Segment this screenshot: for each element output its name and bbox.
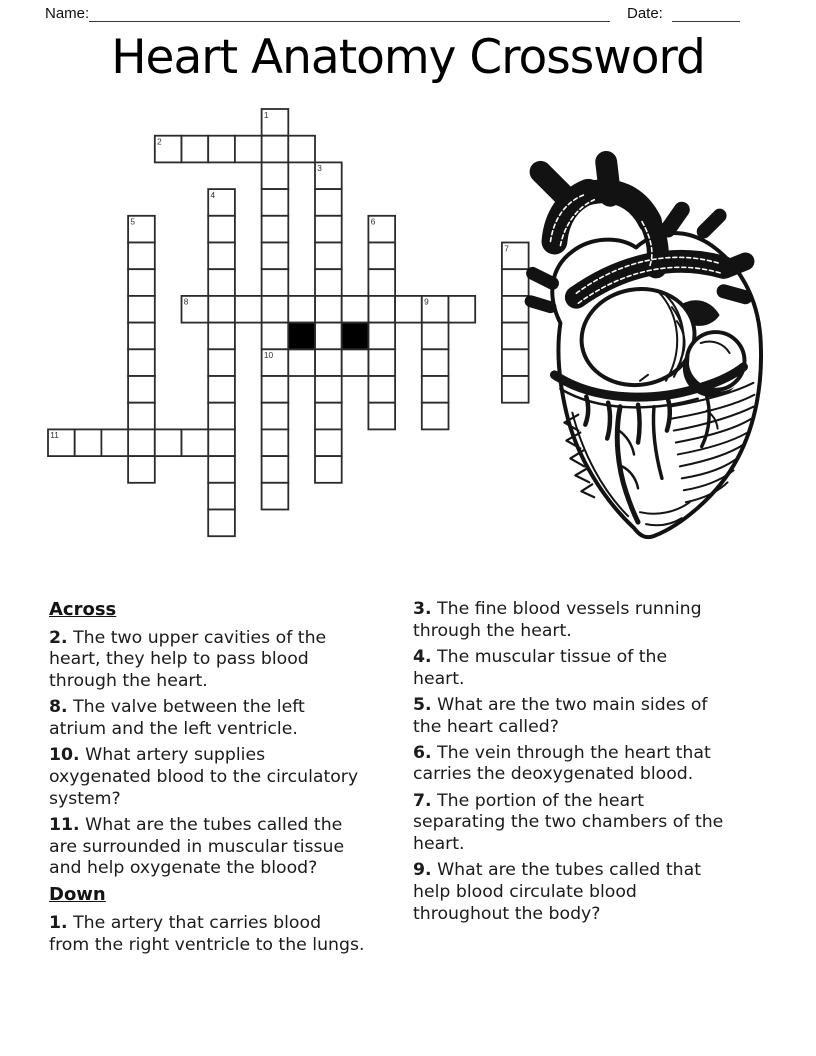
crossword-cell[interactable] <box>208 456 235 483</box>
cell-number-11: 11 <box>50 430 59 441</box>
crossword-cell[interactable] <box>262 216 289 243</box>
crossword-cell[interactable] <box>315 216 342 243</box>
cell-number-6: 6 <box>370 216 376 227</box>
date-label: Date: <box>627 5 663 22</box>
crossword-cell[interactable] <box>315 456 342 483</box>
cell-number-10: 10 <box>263 350 274 361</box>
clue-down-5: 5. What are the two main sides of the heart called? <box>413 694 708 737</box>
crossword-cell[interactable] <box>288 349 315 376</box>
crossword-cell[interactable] <box>342 349 369 376</box>
crossword-cell[interactable] <box>155 429 182 456</box>
crossword-cell[interactable] <box>422 376 449 403</box>
crossword-cell[interactable] <box>262 243 289 270</box>
crossword-cell[interactable] <box>368 349 395 376</box>
crossword-cell[interactable] <box>128 429 155 456</box>
crossword-cell[interactable] <box>288 296 315 323</box>
crossword-cell[interactable] <box>128 403 155 430</box>
crossword-cell[interactable] <box>262 456 289 483</box>
crossword-cell[interactable] <box>208 349 235 376</box>
clue-number: 8. <box>49 697 68 718</box>
crossword-cell[interactable] <box>101 429 128 456</box>
crossword-cell[interactable] <box>262 296 289 323</box>
heart-anatomy-illustration <box>520 146 770 544</box>
cell-number-7: 7 <box>504 243 509 254</box>
crossword-cell[interactable] <box>368 403 395 430</box>
crossword-cell[interactable] <box>128 349 155 376</box>
clue-down-1: 1. The artery that carries blood from the right ventricle to the lungs. <box>49 913 365 955</box>
crossword-cell[interactable] <box>342 296 369 323</box>
clues-column-right <box>413 599 771 930</box>
clue-number: 3. <box>413 599 432 619</box>
crossword-cell[interactable] <box>315 376 342 403</box>
crossword-cell[interactable] <box>128 269 155 296</box>
clue-down-6: 6. The vein through the heart that carries the deoxygenated blood. <box>413 742 711 785</box>
crossword-cell[interactable] <box>262 403 289 430</box>
crossword-cell[interactable] <box>208 296 235 323</box>
crossword-cell[interactable] <box>235 296 262 323</box>
clue-number: 5. <box>413 694 432 715</box>
crossword-cell[interactable] <box>235 136 262 163</box>
crossword-cell[interactable] <box>208 429 235 456</box>
crossword-cell[interactable] <box>262 323 289 350</box>
page-title: Heart Anatomy Crossword <box>111 30 705 85</box>
clue-number: 9. <box>413 860 432 881</box>
crossword-cell[interactable] <box>128 296 155 323</box>
crossword-cell[interactable] <box>368 269 395 296</box>
crossword-cell[interactable] <box>208 510 235 537</box>
clues-column-left <box>49 598 407 961</box>
crossword-cell[interactable] <box>262 269 289 296</box>
clue-across-8: 8. The valve between the left atrium and the left ventricle. <box>49 697 305 740</box>
down-heading: Down <box>49 884 106 906</box>
crossword-cell[interactable] <box>75 429 102 456</box>
cell-number-4: 4 <box>210 189 216 200</box>
cell-number-8: 8 <box>183 296 189 307</box>
crossword-cell[interactable] <box>208 243 235 270</box>
clue-down-3: 3. The fine blood vessels running through the heart. <box>413 599 702 641</box>
crossword-cell[interactable] <box>208 216 235 243</box>
crossword-cell[interactable] <box>315 269 342 296</box>
cell-number-3: 3 <box>317 163 322 174</box>
cell-number-5: 5 <box>130 216 136 227</box>
clue-number: 1. <box>49 913 68 934</box>
crossword-cell[interactable] <box>262 162 289 189</box>
crossword-cell[interactable] <box>262 483 289 510</box>
clue-down-9: 9. What are the tubes called that help blood circulate blood throughout the body? <box>413 860 701 924</box>
crossword-cell[interactable] <box>315 349 342 376</box>
clue-number: 11. <box>49 814 80 835</box>
crossword-cell[interactable] <box>368 296 395 323</box>
crossword-black-cell <box>288 323 315 350</box>
crossword-cell[interactable] <box>315 189 342 216</box>
crossword-cell[interactable] <box>182 429 209 456</box>
across-heading: Across <box>49 599 117 620</box>
crossword-cell[interactable] <box>128 456 155 483</box>
crossword-cell[interactable] <box>182 136 209 163</box>
crossword-cell[interactable] <box>368 376 395 403</box>
clue-down-7: 7. The portion of the heart separating the two chambers of the heart. <box>413 790 724 855</box>
crossword-cell[interactable] <box>128 376 155 403</box>
crossword-cell[interactable] <box>449 296 476 323</box>
crossword-black-cell <box>342 323 369 350</box>
crossword-cell[interactable] <box>315 323 342 350</box>
crossword-cell[interactable] <box>288 136 315 163</box>
clue-across-11: 11. What are the tubes called the are surrounded in muscular tissue and help oxygenate the blood? <box>49 814 345 879</box>
clue-number: 6. <box>413 742 432 763</box>
crossword-cell[interactable] <box>315 243 342 270</box>
clue-number: 7. <box>413 790 432 811</box>
clue-number: 4. <box>413 646 432 667</box>
crossword-cell[interactable] <box>422 323 449 350</box>
crossword-cell[interactable] <box>128 323 155 350</box>
clue-down-4: 4. The muscular tissue of the heart. <box>413 646 668 689</box>
crossword-cell[interactable] <box>208 403 235 430</box>
clue-across-2: 2. The two upper cavities of the heart, they help to pass blood through the heart. <box>49 627 327 692</box>
crossword-cell[interactable] <box>208 483 235 510</box>
crossword-cell[interactable] <box>208 269 235 296</box>
crossword-cell[interactable] <box>262 429 289 456</box>
crossword-cell[interactable] <box>262 376 289 403</box>
name-label: Name: <box>45 5 90 22</box>
clue-number: 10. <box>49 745 80 766</box>
cell-number-2: 2 <box>157 136 162 147</box>
crossword-cell[interactable] <box>315 403 342 430</box>
crossword-cell[interactable] <box>208 376 235 403</box>
crossword-cell[interactable] <box>368 323 395 350</box>
crossword-cell[interactable] <box>315 429 342 456</box>
clue-number: 2. <box>49 627 68 648</box>
crossword-cell[interactable] <box>208 136 235 163</box>
crossword-cell[interactable] <box>315 296 342 323</box>
cell-number-1: 1 <box>263 109 269 120</box>
crossword-cell[interactable] <box>128 243 155 270</box>
crossword-cell[interactable] <box>395 296 422 323</box>
crossword-cell[interactable] <box>208 323 235 350</box>
crossword-cell[interactable] <box>422 349 449 376</box>
crossword-cell[interactable] <box>422 403 449 430</box>
cell-number-9: 9 <box>424 296 429 307</box>
clue-across-10: 10. What artery supplies oxygenated blood to the circulatory system? <box>49 745 359 809</box>
crossword-cell[interactable] <box>368 243 395 270</box>
crossword-cell[interactable] <box>262 189 289 216</box>
crossword-cell[interactable] <box>262 136 289 163</box>
